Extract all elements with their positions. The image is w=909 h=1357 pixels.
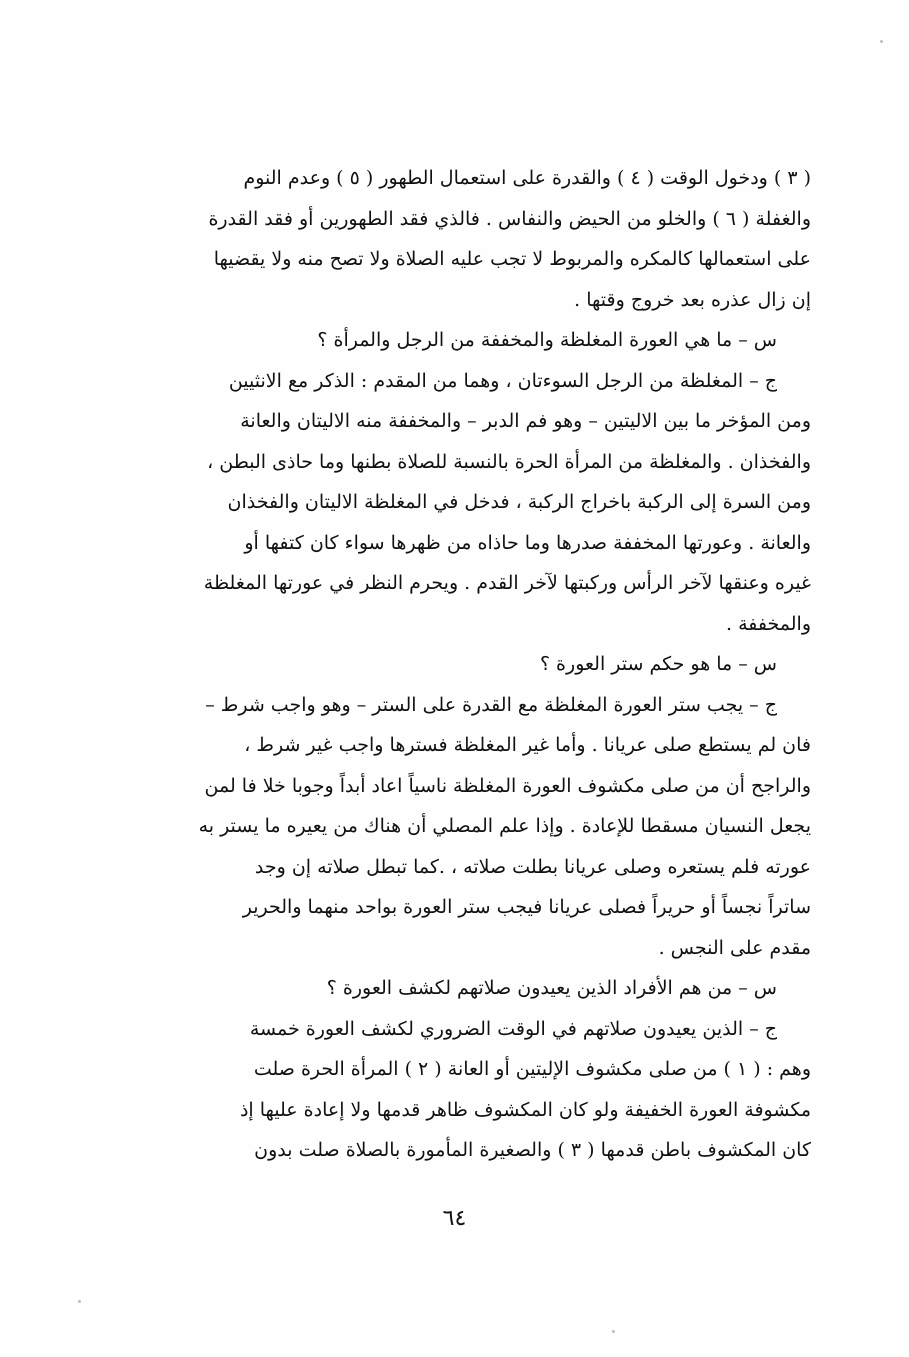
body-text: [100, 158, 811, 1171]
text-line: ج – الذين يعيدون صلاتهم في الوقت الضروري لكشف العورة خمسة: [249, 1017, 777, 1040]
text-line: ساتراً نجساً أو حريراً فصلى عريانا فيجب ستر العورة بواحد منهما والحرير: [242, 896, 811, 918]
paper-speck: [78, 1300, 81, 1303]
text-line: ج – يجب ستر العورة المغلظة مع القدرة على الستر – وهو واجب شرط –: [205, 693, 777, 716]
text-line: ومن المؤخر ما بين الاليتين – وهو فم الدبر – والمخففة منه الاليتان والعانة: [240, 410, 811, 432]
text-line: والعانة . وعورتها المخففة صدرها وما حاذاه من ظهرها سواء كان كتفها أو: [244, 531, 811, 554]
page-number: ٦٤: [442, 1206, 467, 1231]
text-line: والراجح أن من صلى مكشوف العورة المغلظة ناسياً اعاد أبداً وجوبا خلا فا لمن: [204, 774, 811, 797]
text-line: والغفلة ( ٦ ) والخلو من الحيض والنفاس . فالذي فقد الطهورين أو فقد القدرة: [208, 207, 811, 230]
text-line: كان المكشوف باطن قدمها ( ٣ ) والصغيرة المأمورة بالصلاة صلت بدون: [254, 1139, 811, 1161]
text-line: وهم : ( ١ ) من صلى مكشوف الإليتين أو العانة ( ٢ ) المرأة الحرة صلت: [253, 1058, 811, 1080]
text-line: عورته فلم يستعره وصلى عريانا بطلت صلاته ، .كما تبطل صلاته إن وجد: [254, 855, 811, 878]
text-line: إن زال عذره بعد خروج وقتها .: [574, 288, 811, 311]
text-line: والمخففة .: [726, 612, 811, 635]
text-line: ومن السرة إلى الركبة باخراج الركبة ، فدخل في المغلظة الاليتان والفخذان: [227, 491, 811, 513]
paper-speck: [880, 40, 883, 43]
text-line: مقدم على النجس .: [658, 936, 811, 959]
text-line: س – ما هو حكم ستر العورة ؟: [539, 653, 777, 675]
text-line: س – ما هي العورة المغلظة والمخففة من الرجل والمرأة ؟: [317, 329, 777, 351]
text-line: مكشوفة العورة الخفيفة ولو كان المكشوف ظاهر قدمها ولا إعادة عليها إذ: [239, 1098, 811, 1121]
text-line: س – من هم الأفراد الذين يعيدون صلاتهم لكشف العورة ؟: [326, 977, 777, 999]
text-line: والفخذان . والمغلظة من المرأة الحرة بالنسبة للصلاة بطنها وما حاذى البطن ،: [207, 450, 811, 473]
text-line: ( ٣ ) ودخول الوقت ( ٤ ) والقدرة على استعمال الطهور ( ٥ ) وعدم النوم: [243, 167, 811, 189]
text-line: فان لم يستطع صلى عريانا . وأما غير المغلظة فسترها واجب غير شرط ،: [244, 734, 811, 756]
paper-speck: [612, 1330, 615, 1333]
text-line: ج – المغلظة من الرجل السوءتان ، وهما من المقدم : الذكر مع الانثيين: [228, 369, 777, 392]
text-line: غيره وعنقها لآخر الرأس وركبتها لآخر القدم . ويحرم النظر في عورتها المغلظة: [203, 572, 811, 594]
text-line: على استعمالها كالمكره والمربوط لا تجب عليه الصلاة ولا تصح منه ولا يقضيها: [213, 248, 811, 270]
text-line: يجعل النسيان مسقطا للإعادة . وإذا علم المصلي أن هناك من يعيره ما يستر به: [198, 815, 811, 837]
